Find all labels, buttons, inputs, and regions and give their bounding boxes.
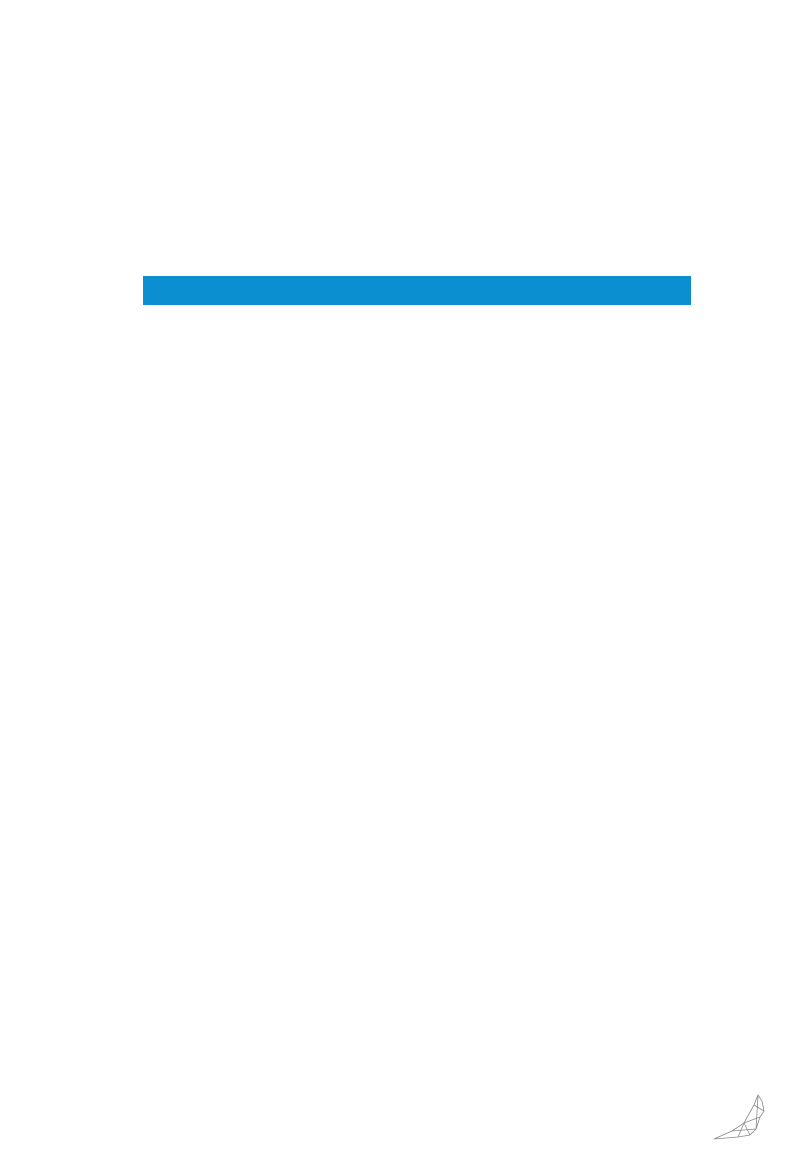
table-header-row xyxy=(143,276,691,305)
table-18 xyxy=(143,276,691,309)
header-spacer xyxy=(143,305,691,309)
origami-bird-logo-icon xyxy=(710,1085,770,1145)
